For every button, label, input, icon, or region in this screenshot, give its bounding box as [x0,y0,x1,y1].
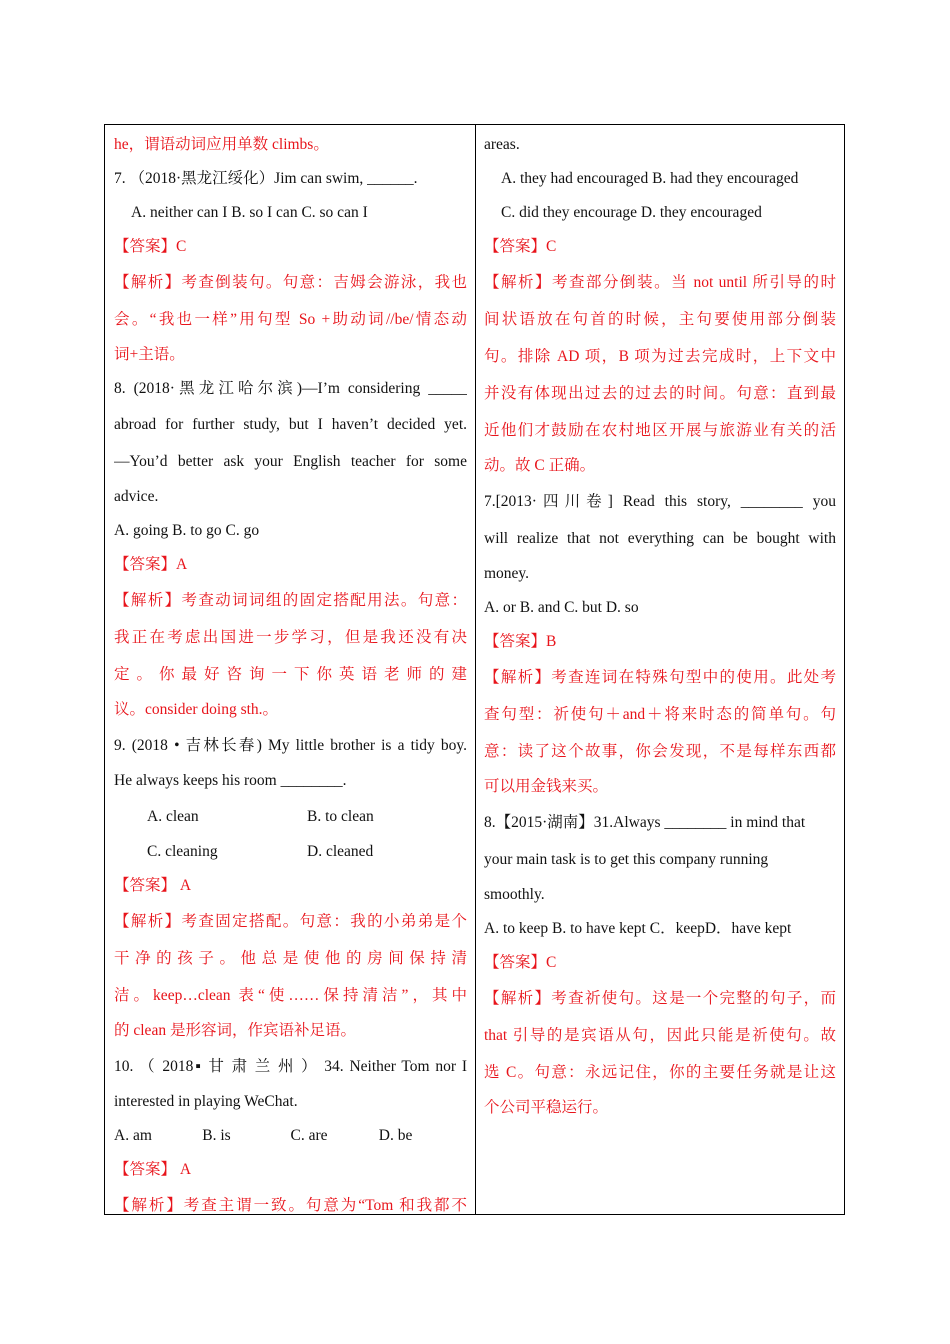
analysis-continuation: he，谓语动词应用单数 climbs。 [114,136,329,153]
q8-options: A. going B. to go C. go [114,522,260,539]
q7-analysis-line: 会。“我也一样”用句型 So +助动词//be/情态动 [114,311,467,328]
q6-analysis-line: 动。故 C 正确。 [484,457,596,474]
q10-option-b: B. is [202,1127,231,1144]
q9-answer: 【答案】 A [114,877,192,894]
q7-analysis-line: 意：读了这个故事，你会发现，不是每样东西都 [484,743,836,760]
q8-stem-line: 8.【2015·湖南】31.Always ________ in mind that [484,814,806,831]
q7-analysis-line: 【解析】考查倒装句。句意：吉姆会游泳，我也 [114,274,467,291]
q9-options-row [114,798,467,835]
right-column [476,125,844,1214]
q9-option-a: A. clean [147,808,199,825]
q10-options-row [114,1119,467,1153]
q8-options: A. to keep B. to have kept C．keepD．have kept [484,920,792,937]
q8-analysis-line: 【解析】考查祈使句。这是一个完整的句子，而 [484,990,836,1007]
q6-analysis-line: 间状语放在句首的时候，主句要使用部分倒装 [484,311,836,328]
q7-analysis-line: 查句型：祈使句＋and＋将来时态的简单句。句 [484,706,836,723]
q6-options-line: A. they had encouraged B. had they encouraged [501,170,799,187]
q7-analysis-line: 【解析】考查连词在特殊句型中的使用。此处考 [484,669,836,686]
q9-option-d: D. cleaned [307,843,374,860]
q10-stem-line: interested in playing WeChat. [114,1093,298,1110]
q8-answer: 【答案】A [114,556,188,573]
q9-analysis-line: 洁。keep…clean 表“使……保持清洁”，其中 [114,987,467,1004]
q6-answer: 【答案】C [484,238,557,255]
q6-analysis-line: 近他们才鼓励在农村地区开展与旅游业有关的活 [484,422,836,439]
q10-answer: 【答案】 A [114,1161,192,1178]
q8-stem-line: your main task is to get this company running [484,851,769,868]
q9-stem-line: 9. (2018 • 吉林长春) My little brother is a tidy boy. [114,737,467,754]
q10-option-c: C. are [290,1127,328,1144]
q9-options-row [114,835,467,869]
q7-answer: 【答案】C [114,238,187,255]
q9-stem-line: He always keeps his room ________. [114,772,347,789]
q8-stem-line: 8. (2018·黑龙江哈尔滨)—I’m considering _____ [114,380,467,397]
q8-answer: 【答案】C [484,954,557,971]
q8-stem-line: abroad for further study, but I haven’t decided yet. [114,416,467,433]
q8-analysis-line: 我正在考虑出国进一步学习，但是我还没有决 [114,629,467,646]
q9-analysis-line: 的 clean 是形容词，作宾语补足语。 [114,1022,356,1039]
stem-continuation: areas. [484,136,520,153]
q9-option-b: B. to clean [307,808,374,825]
q7-answer: 【答案】B [484,633,557,650]
two-column-table [104,124,845,1215]
q8-stem-line: smoothly. [484,886,545,903]
q8-analysis-line: 选 C。句意：永远记住，你的主要任务就是让这 [484,1064,836,1081]
q7-stem: 7. （2018·黑龙江绥化）Jim can swim, ______. [114,170,418,187]
q7-options: A. neither can I B. so I can C. so can I [131,204,368,221]
q7-options: A. or B. and C. but D. so [484,599,639,616]
q8-analysis-line: that 引导的是宾语从句，因此只能是祈使句。故 [484,1027,836,1044]
q6-analysis-line: 句。排除 AD 项，B 项为过去完成时，上下文中 [484,348,836,365]
q6-analysis-line: 并没有体现出过去的过去的时间。句意：直到最 [484,385,836,402]
q7-stem-line: money. [484,565,530,582]
q8-analysis-line: 个公司平稳运行。 [484,1099,609,1116]
q7-analysis-line: 可以用金钱来买。 [484,778,609,795]
q7-stem-line: will realize that not everything can be bought with [484,530,836,547]
q8-analysis-line: 议。consider doing sth.。 [114,701,279,718]
q8-analysis-line: 定 。 你 最 好 咨 询 一 下 你 英 语 老 师 的 建 [114,666,467,683]
q9-option-c: C. cleaning [147,843,218,860]
q7-analysis-line: 词+主语。 [114,346,185,363]
q6-options-line: C. did they encourage D. they encouraged [501,204,762,221]
q10-option-d: D. be [378,1127,413,1144]
q8-stem-line: —You’d better ask your English teacher for some [114,453,467,470]
q6-analysis-line: 【解析】考查部分倒装。当 not until 所引导的时 [484,274,836,291]
q7-stem-line: 7.[2013·四川卷] Read this story, ________ you [484,493,836,510]
left-column [105,125,476,1214]
q10-option-a: A. am [114,1127,152,1144]
q9-analysis-line: 【解析】考查固定搭配。句意：我的小弟弟是个 [114,913,467,930]
q8-stem-line: advice. [114,488,159,505]
q10-analysis-line: 【解析】考查主谓一致。句意为“Tom 和我都不 [114,1197,467,1214]
q9-analysis-line: 干 净 的 孩 子 。 他 总 是 使 他 的 房 间 保 持 清 [114,950,467,967]
q10-stem-line: 10. （ 2018▪ 甘 肃 兰 州 ） 34. Neither Tom nor I [114,1058,467,1075]
q8-analysis-line: 【解析】考查动词词组的固定搭配用法。句意： [114,592,467,609]
